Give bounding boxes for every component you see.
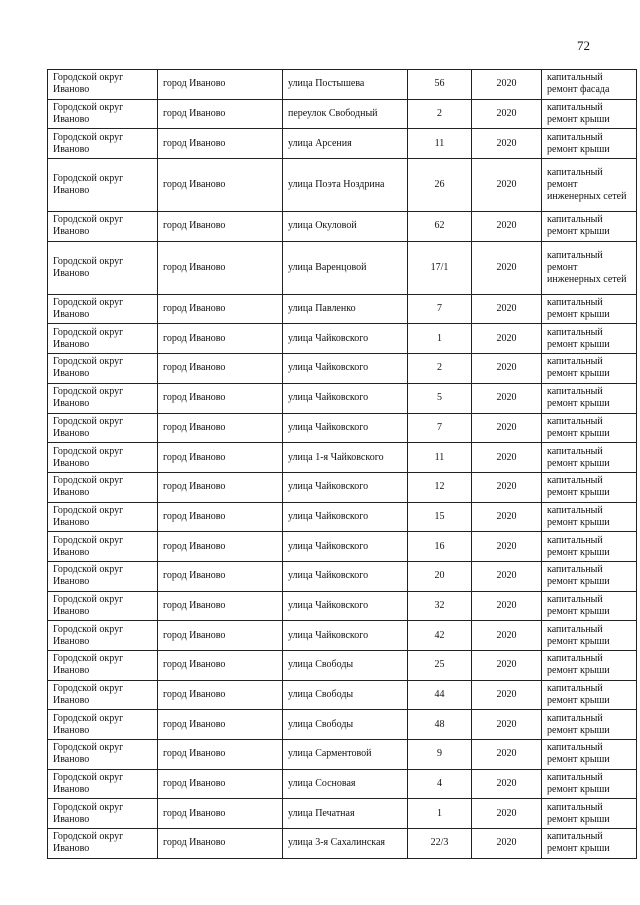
district-cell: Городской округ Иваново [48, 324, 158, 354]
city-cell: город Иваново [158, 799, 283, 829]
district-cell: Городской округ Иваново [48, 129, 158, 159]
district-cell: Городской округ Иваново [48, 443, 158, 473]
district-cell: Городской округ Иваново [48, 829, 158, 859]
district-cell: Городской округ Иваново [48, 710, 158, 740]
work-type-cell: капитальный ремонт крыши [542, 502, 637, 532]
street-cell: улица Печатная [283, 799, 408, 829]
house-cell: 12 [408, 472, 472, 502]
table-row [48, 70, 637, 100]
work-type-cell: капитальный ремонт крыши [542, 591, 637, 621]
work-type-cell: капитальный ремонт крыши [542, 383, 637, 413]
district-cell: Городской округ Иваново [48, 212, 158, 242]
work-type-cell: капитальный ремонт крыши [542, 651, 637, 681]
district-cell: Городской округ Иваново [48, 651, 158, 681]
district-cell: Городской округ Иваново [48, 294, 158, 324]
house-cell: 16 [408, 532, 472, 562]
work-type-cell: капитальный ремонт инженерных сетей [542, 241, 637, 294]
district-cell: Городской округ Иваново [48, 472, 158, 502]
city-cell: город Иваново [158, 769, 283, 799]
city-cell: город Иваново [158, 70, 283, 100]
year-cell: 2020 [472, 561, 542, 591]
street-cell: переулок Свободный [283, 99, 408, 129]
year-cell: 2020 [472, 472, 542, 502]
street-cell: улица Чайковского [283, 383, 408, 413]
table-row [48, 799, 637, 829]
table-body [48, 70, 637, 859]
table-row [48, 129, 637, 159]
year-cell: 2020 [472, 621, 542, 651]
work-type-cell: капитальный ремонт крыши [542, 680, 637, 710]
street-cell: улица Сарментовой [283, 740, 408, 770]
city-cell: город Иваново [158, 502, 283, 532]
work-type-cell: капитальный ремонт крыши [542, 769, 637, 799]
house-cell: 32 [408, 591, 472, 621]
year-cell: 2020 [472, 740, 542, 770]
city-cell: город Иваново [158, 324, 283, 354]
table-row [48, 413, 637, 443]
table-row [48, 651, 637, 681]
table-row [48, 212, 637, 242]
table-row [48, 532, 637, 562]
page-number: 72 [577, 38, 590, 53]
work-type-cell: капитальный ремонт крыши [542, 740, 637, 770]
street-cell: улица Чайковского [283, 621, 408, 651]
work-type-cell: капитальный ремонт крыши [542, 324, 637, 354]
table-row [48, 324, 637, 354]
city-cell: город Иваново [158, 383, 283, 413]
table-row [48, 769, 637, 799]
district-cell: Городской округ Иваново [48, 354, 158, 384]
year-cell: 2020 [472, 383, 542, 413]
year-cell: 2020 [472, 651, 542, 681]
city-cell: город Иваново [158, 591, 283, 621]
year-cell: 2020 [472, 324, 542, 354]
year-cell: 2020 [472, 591, 542, 621]
district-cell: Городской округ Иваново [48, 383, 158, 413]
district-cell: Городской округ Иваново [48, 769, 158, 799]
city-cell: город Иваново [158, 413, 283, 443]
work-type-cell: капитальный ремонт крыши [542, 532, 637, 562]
work-type-cell: капитальный ремонт крыши [542, 443, 637, 473]
table-row [48, 354, 637, 384]
year-cell: 2020 [472, 710, 542, 740]
table-row [48, 591, 637, 621]
year-cell: 2020 [472, 443, 542, 473]
street-cell: улица Чайковского [283, 532, 408, 562]
city-cell: город Иваново [158, 212, 283, 242]
work-type-cell: капитальный ремонт крыши [542, 129, 637, 159]
street-cell: улица Чайковского [283, 591, 408, 621]
street-cell: улица Поэта Ноздрина [283, 159, 408, 212]
year-cell: 2020 [472, 532, 542, 562]
street-cell: улица Чайковского [283, 472, 408, 502]
house-cell: 56 [408, 70, 472, 100]
city-cell: город Иваново [158, 651, 283, 681]
table-row [48, 740, 637, 770]
house-cell: 42 [408, 621, 472, 651]
year-cell: 2020 [472, 680, 542, 710]
table-row [48, 294, 637, 324]
district-cell: Городской округ Иваново [48, 740, 158, 770]
house-cell: 1 [408, 799, 472, 829]
street-cell: улица Свободы [283, 651, 408, 681]
city-cell: город Иваново [158, 99, 283, 129]
year-cell: 2020 [472, 294, 542, 324]
year-cell: 2020 [472, 829, 542, 859]
district-cell: Городской округ Иваново [48, 799, 158, 829]
city-cell: город Иваново [158, 129, 283, 159]
street-cell: улица Свободы [283, 710, 408, 740]
house-cell: 11 [408, 129, 472, 159]
work-type-cell: капитальный ремонт инженерных сетей [542, 159, 637, 212]
table-row [48, 621, 637, 651]
city-cell: город Иваново [158, 532, 283, 562]
district-cell: Городской округ Иваново [48, 159, 158, 212]
house-cell: 25 [408, 651, 472, 681]
district-cell: Городской округ Иваново [48, 561, 158, 591]
district-cell: Городской округ Иваново [48, 621, 158, 651]
table-row [48, 241, 637, 294]
repair-schedule-table [47, 69, 637, 859]
house-cell: 2 [408, 354, 472, 384]
house-cell: 9 [408, 740, 472, 770]
work-type-cell: капитальный ремонт крыши [542, 621, 637, 651]
table-row [48, 472, 637, 502]
district-cell: Городской округ Иваново [48, 591, 158, 621]
street-cell: улица Окуловой [283, 212, 408, 242]
year-cell: 2020 [472, 99, 542, 129]
work-type-cell: капитальный ремонт крыши [542, 472, 637, 502]
table-row [48, 561, 637, 591]
district-cell: Городской округ Иваново [48, 241, 158, 294]
house-cell: 15 [408, 502, 472, 532]
city-cell: город Иваново [158, 740, 283, 770]
house-cell: 26 [408, 159, 472, 212]
house-cell: 1 [408, 324, 472, 354]
table-row [48, 680, 637, 710]
street-cell: улица Арсения [283, 129, 408, 159]
work-type-cell: капитальный ремонт крыши [542, 294, 637, 324]
city-cell: город Иваново [158, 443, 283, 473]
work-type-cell: капитальный ремонт крыши [542, 799, 637, 829]
street-cell: улица Варенцовой [283, 241, 408, 294]
house-cell: 44 [408, 680, 472, 710]
house-cell: 48 [408, 710, 472, 740]
year-cell: 2020 [472, 241, 542, 294]
street-cell: улица Чайковского [283, 561, 408, 591]
district-cell: Городской округ Иваново [48, 502, 158, 532]
house-cell: 2 [408, 99, 472, 129]
work-type-cell: капитальный ремонт крыши [542, 413, 637, 443]
year-cell: 2020 [472, 354, 542, 384]
district-cell: Городской округ Иваново [48, 70, 158, 100]
work-type-cell: капитальный ремонт крыши [542, 212, 637, 242]
work-type-cell: капитальный ремонт крыши [542, 354, 637, 384]
city-cell: город Иваново [158, 354, 283, 384]
table-row [48, 383, 637, 413]
street-cell: улица Чайковского [283, 413, 408, 443]
city-cell: город Иваново [158, 241, 283, 294]
city-cell: город Иваново [158, 472, 283, 502]
table-row [48, 99, 637, 129]
district-cell: Городской округ Иваново [48, 680, 158, 710]
year-cell: 2020 [472, 413, 542, 443]
city-cell: город Иваново [158, 829, 283, 859]
house-cell: 22/3 [408, 829, 472, 859]
house-cell: 11 [408, 443, 472, 473]
table-row [48, 159, 637, 212]
house-cell: 4 [408, 769, 472, 799]
year-cell: 2020 [472, 70, 542, 100]
street-cell: улица Свободы [283, 680, 408, 710]
house-cell: 7 [408, 294, 472, 324]
year-cell: 2020 [472, 502, 542, 532]
house-cell: 5 [408, 383, 472, 413]
table-row [48, 502, 637, 532]
street-cell: улица Чайковского [283, 502, 408, 532]
year-cell: 2020 [472, 129, 542, 159]
street-cell: улица Чайковского [283, 324, 408, 354]
city-cell: город Иваново [158, 294, 283, 324]
table-row [48, 710, 637, 740]
street-cell: улица 3-я Сахалинская [283, 829, 408, 859]
house-cell: 17/1 [408, 241, 472, 294]
city-cell: город Иваново [158, 680, 283, 710]
city-cell: город Иваново [158, 621, 283, 651]
district-cell: Городской округ Иваново [48, 413, 158, 443]
city-cell: город Иваново [158, 710, 283, 740]
city-cell: город Иваново [158, 159, 283, 212]
street-cell: улица Чайковского [283, 354, 408, 384]
street-cell: улица Постышева [283, 70, 408, 100]
work-type-cell: капитальный ремонт крыши [542, 561, 637, 591]
year-cell: 2020 [472, 799, 542, 829]
house-cell: 20 [408, 561, 472, 591]
city-cell: город Иваново [158, 561, 283, 591]
street-cell: улица 1-я Чайковского [283, 443, 408, 473]
table-row [48, 829, 637, 859]
street-cell: улица Сосновая [283, 769, 408, 799]
year-cell: 2020 [472, 159, 542, 212]
work-type-cell: капитальный ремонт крыши [542, 99, 637, 129]
district-cell: Городской округ Иваново [48, 532, 158, 562]
table-row [48, 443, 637, 473]
year-cell: 2020 [472, 212, 542, 242]
district-cell: Городской округ Иваново [48, 99, 158, 129]
work-type-cell: капитальный ремонт крыши [542, 829, 637, 859]
house-cell: 7 [408, 413, 472, 443]
work-type-cell: капитальный ремонт крыши [542, 710, 637, 740]
street-cell: улица Павленко [283, 294, 408, 324]
work-type-cell: капитальный ремонт фасада [542, 70, 637, 100]
year-cell: 2020 [472, 769, 542, 799]
house-cell: 62 [408, 212, 472, 242]
